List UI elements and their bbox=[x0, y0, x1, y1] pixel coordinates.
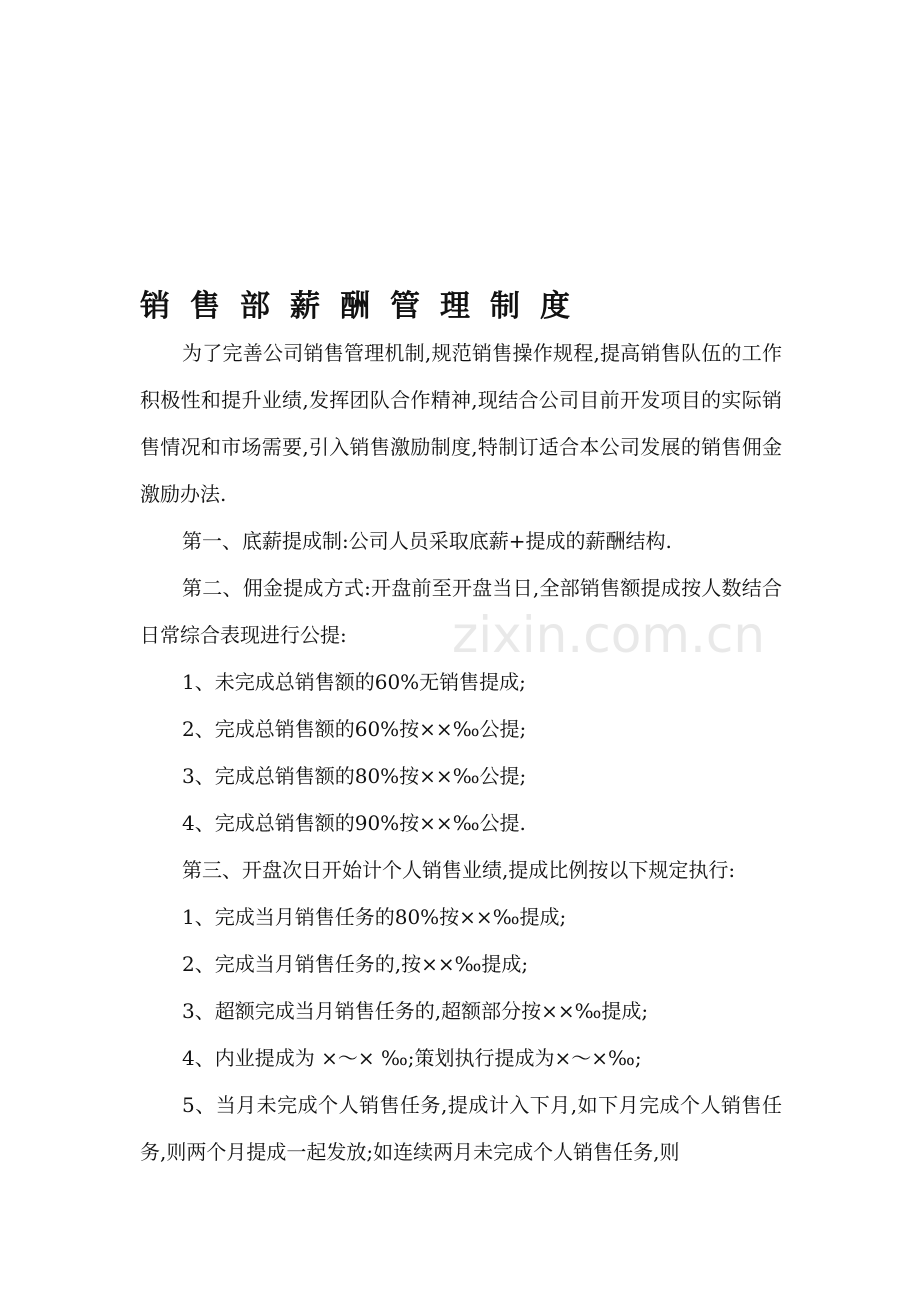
list-item: 2、完成当月销售任务的,按××‰提成; bbox=[182, 952, 529, 976]
document-title: 销售部薪酬管理制度 bbox=[140, 289, 590, 324]
list-item: 4、完成总销售额的90%按××‰公提. bbox=[182, 811, 526, 835]
paragraph-intro: 为了完善公司销售管理机制,规范销售操作规程,提高销售队伍的工作积极性和提升业绩,发挥团队合作精神,现结合公司目前开发项目的实际销售情况和市场需要,引入销售激励制度,特制订适合本公司发展的销售佣金激励办法. bbox=[140, 341, 782, 506]
watermark: zixin.com.cn bbox=[452, 606, 766, 664]
paragraph-section-2: 第二、佣金提成方式:开盘前至开盘当日,全部销售额提成按人数结合日常综合表现进行公提: bbox=[140, 576, 782, 647]
list-item: 1、完成当月销售任务的80%按××‰提成; bbox=[182, 905, 567, 929]
list-item: 3、超额完成当月销售任务的,超额部分按××‰提成; bbox=[182, 999, 649, 1023]
list-item: 3、完成总销售额的80%按××‰公提; bbox=[182, 764, 527, 788]
paragraph-section-3: 第三、开盘次日开始计个人销售业绩,提成比例按以下规定执行: bbox=[182, 858, 736, 882]
list-item: 1、未完成总销售额的60%无销售提成; bbox=[182, 670, 526, 694]
document-body bbox=[140, 330, 782, 1176]
paragraph-section-1: 第一、底薪提成制:公司人员采取底薪+提成的薪酬结构. bbox=[182, 529, 672, 553]
list-item: 5、当月未完成个人销售任务,提成计入下月,如下月完成个人销售任务,则两个月提成一起发放;如连续两月未完成个人销售任务,则 bbox=[140, 1093, 782, 1164]
list-item: 2、完成总销售额的60%按××‰公提; bbox=[182, 717, 527, 741]
list-item: 4、内业提成为 ×～× ‰;策划执行提成为×～×‰; bbox=[182, 1046, 642, 1070]
